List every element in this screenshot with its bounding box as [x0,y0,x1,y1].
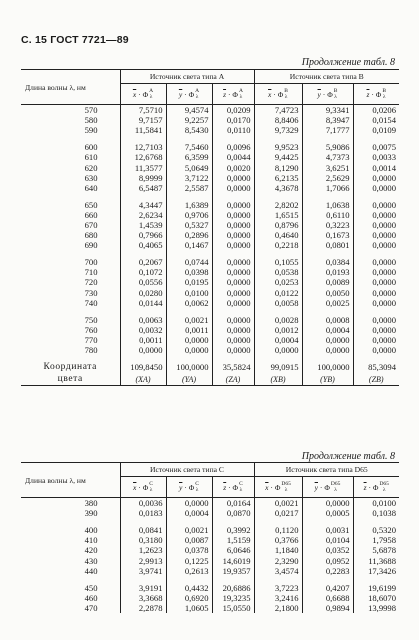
continuation-note-2: Продолжение табл. 8 [301,451,395,462]
value-cell: 0,0000 [353,230,399,240]
value-cell: 0,0021 [166,525,212,535]
table-row [21,603,399,613]
value-cell: 0,0004 [302,325,353,335]
value-cell: 0,0183 [120,508,166,518]
wavelength-cell: 470 [84,602,98,613]
value-cell: 0,3223 [302,220,353,230]
wavelength-cell: 580 [84,115,98,126]
source-c-header: Источник света типа C [120,463,254,477]
value-cell: 0,6920 [166,593,212,603]
value-cell: 0,0000 [353,183,399,193]
value-cell: 5,9086 [302,142,353,152]
col-header-x-a: $\overline{x}$ · Φ A λ [120,84,166,105]
color-coordinate-value: 109,8450 [120,362,166,373]
value-cell: 0,0384 [302,257,353,267]
color-coordinate-symbol: (XB) [254,373,302,386]
color-coordinate-symbol: (YB) [302,373,353,386]
source-a-header: Источник света типа A [120,70,254,84]
value-cell: 0,0000 [212,200,254,210]
wavelength-cell: 400 [84,525,98,536]
table-row [21,525,399,535]
value-cell: 0,0044 [212,152,254,162]
wavelength-cell: 730 [84,287,98,298]
value-cell: 2,3290 [254,555,302,565]
table-row [21,325,399,335]
value-cell: 1,6389 [166,200,212,210]
table-row [21,545,399,555]
wavelength-cell: 670 [84,219,98,230]
wavelength-cell: 690 [84,240,98,251]
value-cell: 0,0109 [353,125,399,135]
value-cell: 0,0000 [212,335,254,345]
wavelength-cell: 680 [84,230,98,241]
wavelength-cell: 610 [84,152,98,163]
color-coordinate-symbol: (ZB) [353,373,399,386]
table-sources-c-d65 [21,462,399,613]
value-cell: 6,0646 [212,545,254,555]
value-cell: 0,0008 [302,315,353,325]
value-cell: 0,0110 [212,125,254,135]
col-header-z-c: $\overline{z}$ · Φ C λ [212,477,254,498]
table-row [21,345,399,355]
value-cell: 0,0164 [212,498,254,509]
value-cell: 8,5430 [166,125,212,135]
value-cell: 1,5159 [212,535,254,545]
value-cell: 0,0280 [120,288,166,298]
col-header-y-a: $\overline{y}$ · Φ A λ [166,84,212,105]
value-cell: 3,2416 [254,593,302,603]
table-row [21,162,399,172]
value-cell: 0,0000 [212,288,254,298]
color-coordinate-value: 100,0000 [166,362,212,373]
wavelength-cell: 450 [84,582,98,593]
value-cell: 0,0096 [212,142,254,152]
col-header-x-c: $\overline{x}$ · Φ C λ [120,477,166,498]
table-row [21,230,399,240]
wavelength-cell: 650 [84,199,98,210]
value-cell: 0,0033 [353,152,399,162]
value-cell: 7,5460 [166,142,212,152]
value-cell: 0,0025 [302,298,353,308]
value-cell: 0,0000 [302,498,353,509]
table-row [21,277,399,287]
value-cell: 0,0000 [353,200,399,210]
value-cell: 0,5327 [166,220,212,230]
value-cell: 9,3341 [302,105,353,116]
value-cell: 0,1467 [166,240,212,250]
color-coordinate-value: 100,0000 [302,362,353,373]
wavelength-cell: 700 [84,257,98,268]
value-cell: 0,4432 [166,583,212,593]
value-cell: 0,0000 [212,240,254,250]
value-cell: 0,2613 [166,566,212,576]
value-cell: 0,0100 [166,288,212,298]
value-cell: 20,6886 [212,583,254,593]
value-cell: 0,0000 [166,335,212,345]
table-row [21,210,399,220]
table-row [21,220,399,230]
table-row [21,508,399,518]
value-cell: 9,4574 [166,105,212,116]
value-cell: 0,0352 [302,545,353,555]
value-cell: 1,1840 [254,545,302,555]
value-cell: 12,6768 [120,152,166,162]
value-cell: 9,2257 [166,115,212,125]
wavelength-cell: 760 [84,324,98,335]
value-cell: 0,0020 [212,162,254,172]
value-cell: 0,0000 [353,220,399,230]
value-cell: 0,0011 [166,325,212,335]
value-cell: 0,0398 [166,267,212,277]
value-cell: 0,0000 [353,288,399,298]
value-cell: 9,4425 [254,152,302,162]
value-cell: 3,7223 [254,583,302,593]
value-cell: 3,4574 [254,566,302,576]
value-cell: 7,1777 [302,125,353,135]
value-cell: 13,9998 [353,603,399,613]
table-row [21,125,399,135]
value-cell: 0,0154 [353,115,399,125]
value-cell: 0,4207 [302,583,353,593]
value-cell: 0,0062 [166,298,212,308]
table-row [21,583,399,593]
table-row [21,115,399,125]
value-cell: 0,0000 [353,298,399,308]
wavelength-cell: 380 [84,498,98,509]
value-cell: 0,8796 [254,220,302,230]
value-cell: 0,0000 [302,345,353,355]
value-cell: 6,5487 [120,183,166,193]
wavelength-cell: 460 [84,592,98,603]
value-cell: 0,0000 [353,240,399,250]
value-cell: 0,3766 [254,535,302,545]
value-cell: 0,0000 [212,257,254,267]
value-cell: 7,5710 [120,105,166,116]
value-cell: 3,3668 [120,593,166,603]
value-cell: 0,0000 [353,173,399,183]
value-cell: 0,0870 [212,508,254,518]
value-cell: 0,0801 [302,240,353,250]
value-cell: 0,0000 [353,335,399,345]
col-header-x-b: $\overline{x}$ · Φ B λ [254,84,302,105]
value-cell: 18,6070 [353,593,399,603]
value-cell: 11,3577 [120,162,166,172]
table-row [21,240,399,250]
wavelength-cell: 740 [84,297,98,308]
value-cell: 19,3235 [212,593,254,603]
col-header-y-d65: $\overline{y}$ · Φ D65 λ [302,477,353,498]
col-header-x-d65: $\overline{x}$ · Φ D65 λ [254,477,302,498]
value-cell: 0,0000 [302,335,353,345]
value-cell: 0,0000 [353,267,399,277]
wavelength-header-2: Длина волны λ, нм [21,463,120,498]
value-cell: 0,0000 [353,315,399,325]
value-cell: 0,1072 [120,267,166,277]
wavelength-cell: 390 [84,508,98,519]
color-coordinate-value: 35,5824 [212,362,254,373]
value-cell: 0,4640 [254,230,302,240]
value-cell: 0,9894 [302,603,353,613]
value-cell: 0,0000 [212,277,254,287]
color-coordinate-symbol: (XA) [120,373,166,386]
wavelength-cell: 640 [84,182,98,193]
source-d65-header: Источник света типа D65 [254,463,399,477]
value-cell: 0,1038 [353,508,399,518]
value-cell: 3,9191 [120,583,166,593]
color-coordinate-symbol: (YA) [166,373,212,386]
wavelength-cell: 600 [84,142,98,153]
table-row [21,566,399,576]
value-cell: 9,9523 [254,142,302,152]
value-cell: 0,2283 [302,566,353,576]
value-cell: 4,3678 [254,183,302,193]
value-cell: 9,7329 [254,125,302,135]
value-cell: 1,0605 [166,603,212,613]
table-sources-a-b [21,69,399,386]
value-cell: 1,7958 [353,535,399,545]
wavelength-cell: 410 [84,535,98,546]
value-cell: 0,9706 [166,210,212,220]
value-cell: 0,0104 [302,535,353,545]
value-cell: 0,0556 [120,277,166,287]
value-cell: 3,7122 [166,173,212,183]
table-row [21,593,399,603]
source-b-header: Источник света типа B [254,70,399,84]
table-row [21,267,399,277]
value-cell: 0,0032 [120,325,166,335]
value-cell: 4,7373 [302,152,353,162]
value-cell: 1,6515 [254,210,302,220]
value-cell: 0,0000 [212,183,254,193]
value-cell: 19,6199 [353,583,399,593]
value-cell: 15,0550 [212,603,254,613]
value-cell: 0,0000 [353,257,399,267]
wavelength-cell: 620 [84,162,98,173]
value-cell: 2,5587 [166,183,212,193]
value-cell: 1,0638 [302,200,353,210]
wavelength-cell: 590 [84,125,98,136]
value-cell: 3,9741 [120,566,166,576]
value-cell: 0,3992 [212,525,254,535]
value-cell: 0,0036 [120,498,166,509]
value-cell: 0,0000 [166,498,212,509]
value-cell: 11,5841 [120,125,166,135]
value-cell: 2,8202 [254,200,302,210]
col-header-y-c: $\overline{y}$ · Φ C λ [166,477,212,498]
value-cell: 0,0841 [120,525,166,535]
value-cell: 3,6251 [302,162,353,172]
wavelength-cell: 420 [84,545,98,556]
value-cell: 0,0058 [254,298,302,308]
value-cell: 2,1800 [254,603,302,613]
col-header-z-a: $\overline{z}$ · Φ A λ [212,84,254,105]
value-cell: 8,1290 [254,162,302,172]
value-cell: 8,9999 [120,173,166,183]
color-coordinate-value: 99,0915 [254,362,302,373]
color-coordinate-label: Координата [43,362,97,373]
wavelength-cell: 720 [84,277,98,288]
value-cell: 0,0000 [212,298,254,308]
value-cell: 0,0004 [254,335,302,345]
value-cell: 0,0000 [212,267,254,277]
wavelength-cell: 750 [84,314,98,325]
col-header-z-d65: $\overline{z}$ · Φ D65 λ [353,477,399,498]
wavelength-header: Длина волны λ, нм [21,70,120,105]
value-cell: 0,0075 [353,142,399,152]
table-row [21,152,399,162]
value-cell: 8,8406 [254,115,302,125]
value-cell: 0,0087 [166,535,212,545]
value-cell: 6,3599 [166,152,212,162]
value-cell: 0,0000 [120,345,166,355]
value-cell: 0,0253 [254,277,302,287]
value-cell: 0,0000 [166,345,212,355]
table-row [21,257,399,267]
wavelength-cell: 710 [84,267,98,278]
value-cell: 0,0000 [212,220,254,230]
value-cell: 0,0000 [212,230,254,240]
value-cell: 14,6019 [212,555,254,565]
col-header-y-b: $\overline{y}$ · Φ B λ [302,84,353,105]
value-cell: 0,0028 [254,315,302,325]
value-cell: 0,4065 [120,240,166,250]
value-cell: 0,3180 [120,535,166,545]
table-row [21,498,399,509]
value-cell: 0,0217 [254,508,302,518]
table-row [21,535,399,545]
value-cell: 0,0952 [302,555,353,565]
value-cell: 17,3426 [353,566,399,576]
value-cell: 0,0122 [254,288,302,298]
value-cell: 2,2878 [120,603,166,613]
value-cell: 0,1120 [254,525,302,535]
table-row [21,105,399,116]
color-coordinate-value: 85,3094 [353,362,399,373]
table-row [21,142,399,152]
value-cell: 0,0000 [353,210,399,220]
value-cell: 2,9913 [120,555,166,565]
value-cell: 0,2896 [166,230,212,240]
value-cell: 1,2623 [120,545,166,555]
page-header: С. 15 ГОСТ 7721—89 [21,34,129,46]
value-cell: 0,0378 [166,545,212,555]
value-cell: 0,0021 [254,498,302,509]
value-cell: 19,9357 [212,566,254,576]
value-cell: 12,7103 [120,142,166,152]
value-cell: 6,2135 [254,173,302,183]
value-cell: 0,0206 [353,105,399,116]
value-cell: 5,6878 [353,545,399,555]
value-cell: 0,0000 [212,315,254,325]
value-cell: 0,0193 [302,267,353,277]
value-cell: 0,6688 [302,593,353,603]
value-cell: 0,2218 [254,240,302,250]
value-cell: 0,0050 [302,288,353,298]
value-cell: 0,0000 [353,277,399,287]
wavelength-cell: 630 [84,172,98,183]
value-cell: 0,0195 [166,277,212,287]
table-row [21,173,399,183]
value-cell: 0,0011 [120,335,166,345]
value-cell: 0,1225 [166,555,212,565]
wavelength-cell: 660 [84,209,98,220]
value-cell: 9,7157 [120,115,166,125]
value-cell: 0,0170 [212,115,254,125]
value-cell: 0,0089 [302,277,353,287]
value-cell: 0,0538 [254,267,302,277]
table-row [21,315,399,325]
value-cell: 0,0063 [120,315,166,325]
wavelength-cell: 780 [84,345,98,356]
value-cell: 8,3947 [302,115,353,125]
wavelength-cell: 440 [84,565,98,576]
value-cell: 0,0744 [166,257,212,267]
table-row [21,183,399,193]
value-cell: 2,6234 [120,210,166,220]
value-cell: 0,5320 [353,525,399,535]
col-header-z-b: $\overline{z}$ · Φ B λ [353,84,399,105]
wavelength-cell: 570 [84,105,98,116]
value-cell: 0,0021 [166,315,212,325]
value-cell: 0,0031 [302,525,353,535]
value-cell: 0,6110 [302,210,353,220]
value-cell: 0,0100 [353,498,399,509]
value-cell: 0,0209 [212,105,254,116]
value-cell: 0,7966 [120,230,166,240]
value-cell: 0,1673 [302,230,353,240]
color-coordinate-label-2: цвета [21,373,120,386]
value-cell: 0,1055 [254,257,302,267]
value-cell: 0,0000 [212,173,254,183]
continuation-note-1: Продолжение табл. 8 [301,57,395,68]
value-cell: 0,0000 [254,345,302,355]
wavelength-cell: 430 [84,555,98,566]
value-cell: 0,0012 [254,325,302,335]
value-cell: 0,0000 [212,210,254,220]
value-cell: 0,0005 [302,508,353,518]
table-row [21,288,399,298]
value-cell: 4,3447 [120,200,166,210]
value-cell: 2,5629 [302,173,353,183]
value-cell: 0,0004 [166,508,212,518]
value-cell: 0,0000 [212,325,254,335]
value-cell: 1,7066 [302,183,353,193]
table-row [21,200,399,210]
value-cell: 5,0649 [166,162,212,172]
value-cell: 0,0000 [353,345,399,355]
value-cell: 0,2067 [120,257,166,267]
value-cell: 7,4723 [254,105,302,116]
value-cell: 0,0000 [353,325,399,335]
table-row [21,298,399,308]
value-cell: 1,4539 [120,220,166,230]
value-cell: 0,0144 [120,298,166,308]
table-row [21,555,399,565]
value-cell: 11,3688 [353,555,399,565]
value-cell: 0,0000 [212,345,254,355]
table-row [21,335,399,345]
color-coordinate-symbol: (ZA) [212,373,254,386]
value-cell: 0,0014 [353,162,399,172]
wavelength-cell: 770 [84,334,98,345]
